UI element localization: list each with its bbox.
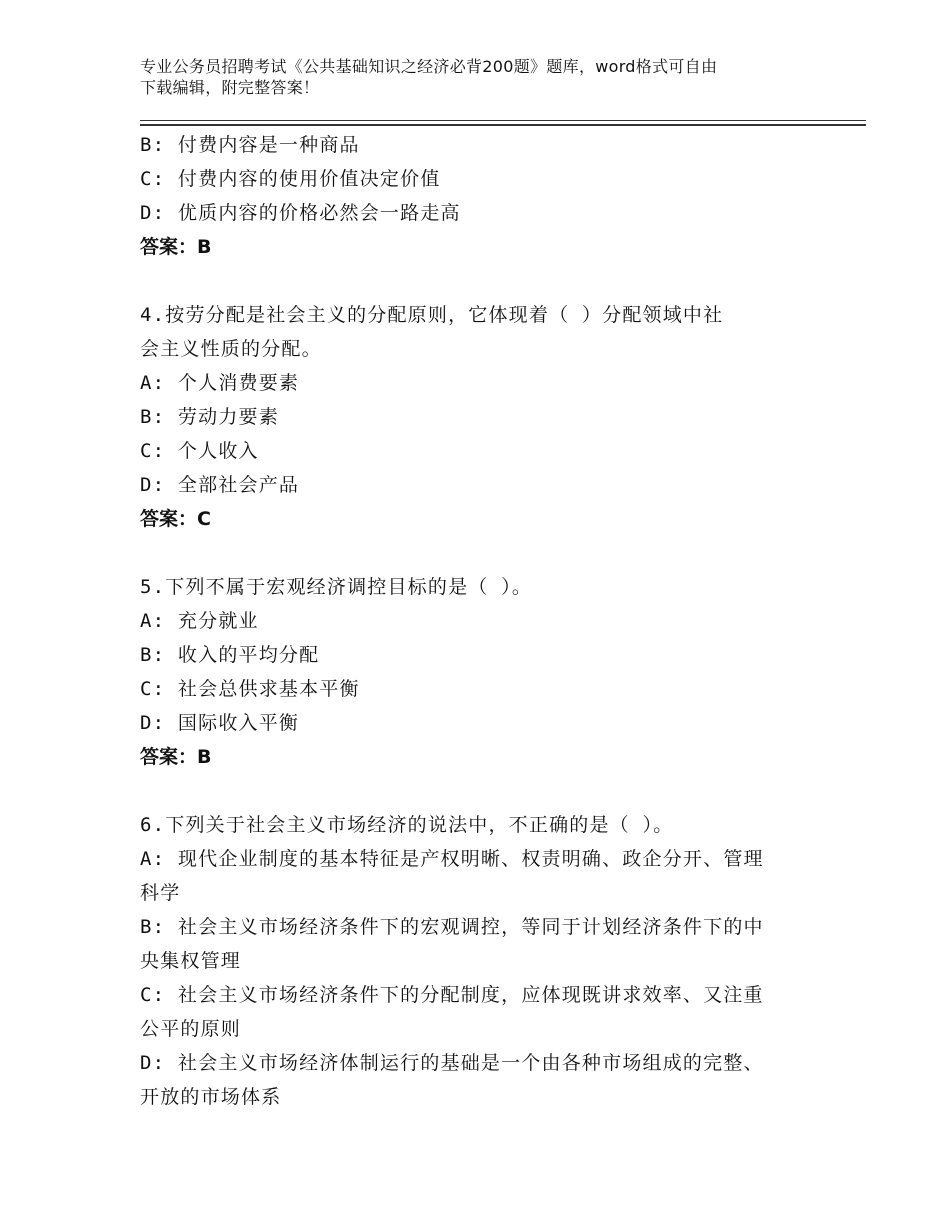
q6-stem: 6.下列关于社会主义市场经济的说法中，不正确的是（ ）。 [140, 814, 674, 836]
spacer [140, 264, 820, 298]
q5-option-d: D: 国际收入平衡 [140, 712, 300, 734]
header-divider-thin [140, 120, 866, 121]
q6-option-b-line-2: 央集权管理 [140, 950, 242, 972]
q6-option-a-line-1: A: 现代企业制度的基本特征是产权明晰、权责明确、政企分开、管理 [140, 848, 764, 870]
q5-option-c: C: 社会总供求基本平衡 [140, 678, 360, 700]
q6-option-b-line-1: B: 社会主义市场经济条件下的宏观调控，等同于计划经济条件下的中 [140, 916, 764, 938]
header-line-1: 专业公务员招聘考试《公共基础知识之经济必背200题》题库，word格式可自由 [140, 57, 718, 76]
question-6 [140, 808, 820, 1114]
q5-stem: 5.下列不属于宏观经济调控目标的是（ ）。 [140, 576, 533, 598]
q4-answer: 答案：C [140, 508, 211, 530]
question-3-continued [140, 128, 820, 264]
q4-stem-line-2: 会主义性质的分配。 [140, 338, 322, 360]
q4-stem-line-1: 4.按劳分配是社会主义的分配原则，它体现着（ ）分配领域中社 [140, 304, 724, 326]
header-line-2: 下载编辑，附完整答案！ [140, 78, 320, 97]
spacer [140, 774, 820, 808]
q4-option-b: B: 劳动力要素 [140, 406, 279, 428]
q3-option-c: C: 付费内容的使用价值决定价值 [140, 168, 441, 190]
q6-option-c-line-1: C: 社会主义市场经济条件下的分配制度，应体现既讲求效率、又注重 [140, 984, 764, 1006]
q5-answer: 答案：B [140, 746, 212, 768]
q6-option-a-line-2: 科学 [140, 882, 181, 904]
q4-option-d: D: 全部社会产品 [140, 474, 300, 496]
page-header [140, 56, 810, 98]
q3-option-b: B: 付费内容是一种商品 [140, 134, 360, 156]
question-4 [140, 298, 820, 536]
q4-option-c: C: 个人收入 [140, 440, 259, 462]
spacer [140, 536, 820, 570]
q3-answer: 答案：B [140, 236, 212, 258]
q5-option-b: B: 收入的平均分配 [140, 644, 320, 666]
q6-option-d-line-2: 开放的市场体系 [140, 1086, 282, 1108]
q4-option-a: A: 个人消费要素 [140, 372, 300, 394]
question-5 [140, 570, 820, 774]
q6-option-d-line-1: D: 社会主义市场经济体制运行的基础是一个由各种市场组成的完整、 [140, 1052, 764, 1074]
q5-option-a: A: 充分就业 [140, 610, 259, 632]
q6-option-c-line-2: 公平的原则 [140, 1018, 242, 1040]
q3-option-d: D: 优质内容的价格必然会一路走高 [140, 202, 461, 224]
question-content [140, 128, 820, 1114]
header-divider-thick [140, 124, 866, 126]
